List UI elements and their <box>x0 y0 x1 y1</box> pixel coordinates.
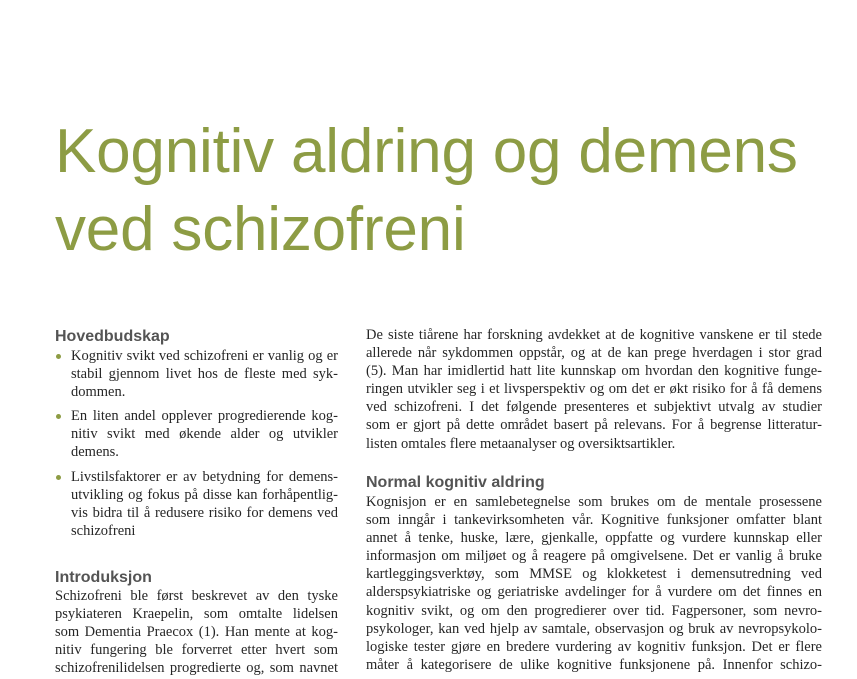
normal-aging-line: alderspsykiatriske og geriatriske avdelinger for å vurdere om det finnes en <box>366 584 822 601</box>
key-messages-heading: Hovedbudskap <box>55 328 170 345</box>
paragraph-line: ved schizofreni. I det følgende presenteres et subjektivt utvalg av studier <box>366 399 822 416</box>
normal-aging-line: logiske tester gjøre en bredere vurdering av kognitiv funksjon. Det er flere <box>366 638 822 655</box>
introduction-line: som Dementia Praecox (1). Han mente at kog- <box>55 624 338 641</box>
normal-aging-line: informasjon om miljøet og å reagere på omgivelsene. Det er vanlig å bruke <box>366 548 822 565</box>
paragraph-line: De siste tiårene har forskning avdekket at de kognitive vanskene er til stede <box>366 327 822 343</box>
key-message-line: Livstilsfaktorer er av betydning for demens- <box>71 468 338 485</box>
introduction-line: nitiv fungering ble forverret etter hvert som <box>55 642 338 659</box>
document-title <box>55 113 845 269</box>
key-message-line: vis bidra til å redusere risiko for demens ved <box>71 504 338 521</box>
normal-aging-heading: Normal kognitiv aldring <box>366 474 545 491</box>
introduction-line: Schizofreni ble først beskrevet av den tyske <box>55 588 338 604</box>
key-message-line: nitiv svikt med økende alder og utvikler <box>71 426 338 443</box>
key-message-line: demens. <box>71 444 119 461</box>
key-message-line: schizofreni <box>71 522 136 539</box>
normal-aging-line: kartleggingsverktøy, som MMSE og klokketest i demensutredning ved <box>366 566 822 583</box>
normal-aging-line: som inngår i tankevirksomheten vår. Kognitive funksjoner omfatter blant <box>366 512 822 529</box>
introduction-line: psykiateren Kraepelin, som omtalte lidelsen <box>55 606 338 623</box>
normal-aging-section <box>366 493 822 674</box>
key-message-line: Kognitiv svikt ved schizofreni er vanlig og er <box>71 348 338 364</box>
key-message-item <box>55 468 338 540</box>
bullet-marker <box>56 414 61 419</box>
normal-aging-line: måter å kategorisere de ulike kognitive funksjonene på. Innenfor schizo- <box>366 656 822 673</box>
title-line: Kognitiv aldring og demens <box>55 117 798 186</box>
paragraph-line: listen omtales flere metaanalyser og oversiktsartikler. <box>366 435 676 452</box>
bullet-marker <box>56 475 61 480</box>
paragraph-line: (5). Man har imidlertid hatt lite kunnskap om hvordan den kognitive funge- <box>366 363 822 380</box>
key-message-item <box>55 347 338 401</box>
introduction-line: schizofrenilidelsen progredierte og, som navnet <box>55 660 338 677</box>
key-message-item <box>55 407 338 461</box>
introduction-heading: Introduksjon <box>55 569 152 586</box>
title-line: ved schizofreni <box>55 195 466 264</box>
key-message-line: En liten andel opplever progredierende kog- <box>71 408 338 425</box>
intro-paragraph <box>366 326 822 453</box>
paragraph-line: allerede når sykdommen oppstår, og at de kan prege hverdagen i stor grad <box>366 345 822 362</box>
normal-aging-line: Kognisjon er en samlebetegnelse som brukes om de mentale prosessene <box>366 494 822 510</box>
key-message-line: stabil gjennom livet hos de fleste med syk- <box>71 366 338 383</box>
normal-aging-line: annet å tenke, huske, lære, gjenkalle, oppfatte og vurdere kunnskap eller <box>366 530 822 547</box>
key-messages-list <box>55 347 338 546</box>
key-message-line: dommen. <box>71 384 126 401</box>
paragraph-line: ringen utvikler seg i et livsperspektiv og om det er økt risiko for å få demens <box>366 381 822 398</box>
normal-aging-line: psykologer, kan ved hjelp av samtale, observasjon og bruk av nevropsykolo- <box>366 620 822 637</box>
paragraph-line: som er gjort på dette området basert på relevans. For å begrense litteratur- <box>366 417 822 434</box>
key-message-line: utvikling og fokus på disse kan forhåpentlig- <box>71 486 338 503</box>
bullet-marker <box>56 354 61 359</box>
introduction-section <box>55 587 338 677</box>
normal-aging-line: kognitiv svikt, og om den progredierer over tid. Fagpersoner, som nevro- <box>366 602 822 619</box>
